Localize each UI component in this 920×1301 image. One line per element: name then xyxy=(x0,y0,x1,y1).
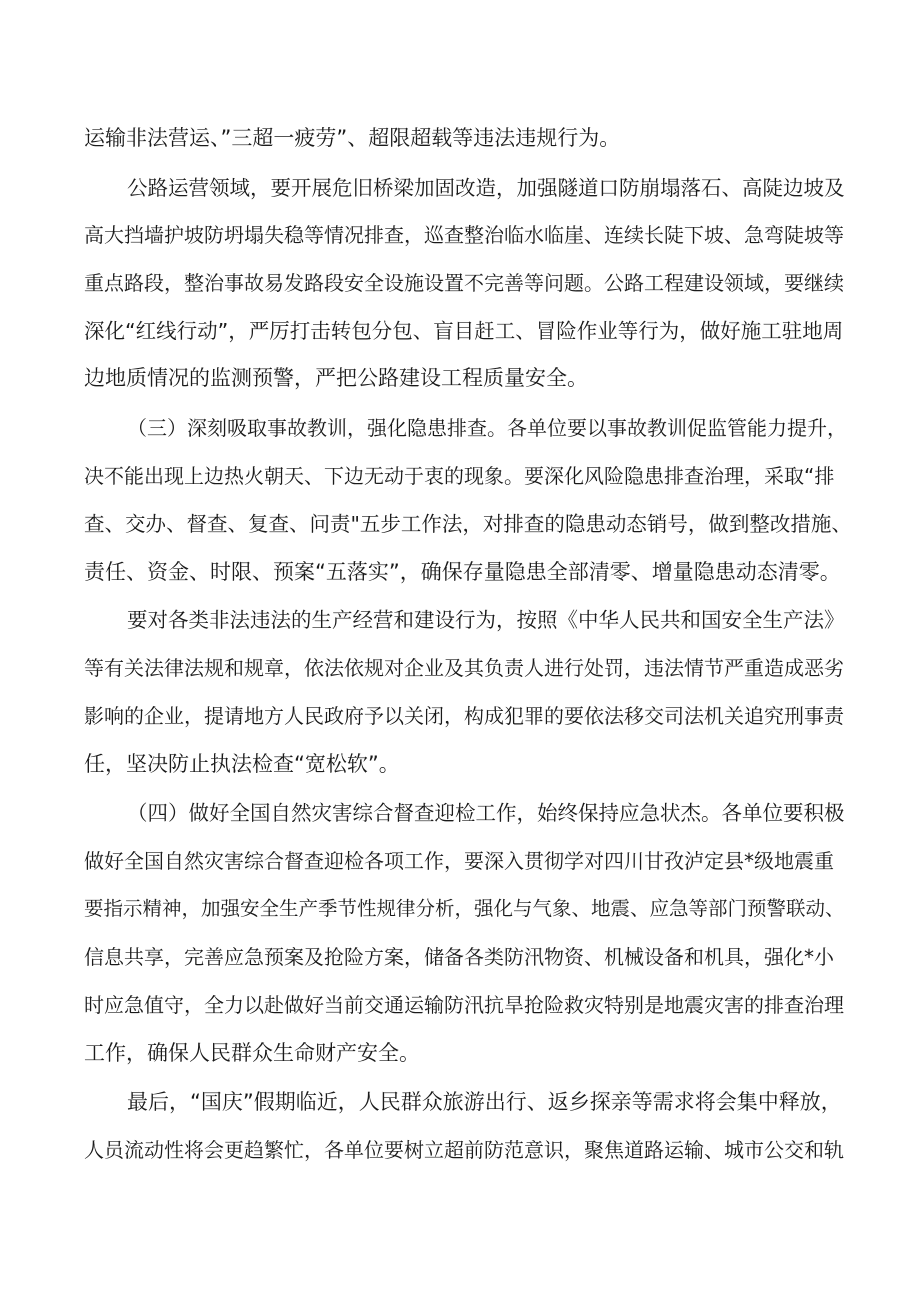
text-line: 工作，确保人民群众生命财产安全。 xyxy=(84,1041,420,1065)
text-line: 信息共享，完善应急预案及抢险方案，储备各类防汛物资、机械设备和机具，强化*小 xyxy=(84,945,834,969)
text-line: 最后，“国庆”假期临近，人民群众旅游出行、返乡探亲等需求将会集中释放， xyxy=(127,1090,842,1114)
text-line: 做好全国自然灾害综合督查迎检各项工作，要深入贯彻学对四川甘孜泸定县*级地震重 xyxy=(84,849,834,873)
text-line: 要对各类非法违法的生产经营和建设行为，按照《中华人民共和国安全生产法》 xyxy=(127,608,845,632)
text-line: 影响的企业，提请地方人民政府予以关闭，构成犯罪的要依法移交司法机关追究刑事责 xyxy=(84,704,844,728)
text-line: 要指示精神，加强安全生产季节性规律分析，强化与气象、地震、应急等部门预警联动、 xyxy=(84,897,845,920)
text-line: 深化“红线行动”，严厉打击转包分包、盲目赶工、冒险作业等行为，做好施工驻地周 xyxy=(84,319,844,343)
text-line: 责任、资金、时限、预案“五落实”，确保存量隐患全部清零、增量隐患动态清零。 xyxy=(84,560,841,584)
text-line: 决不能出现上边热火朝天、下边无动于衷的现象。要深化风险隐患排查治理，采取“排 xyxy=(84,464,835,488)
text-line: 边地质情况的监测预警，严把公路建设工程质量安全。 xyxy=(84,366,588,390)
text-line: 高大挡墙护坡防坍塌失稳等情况排查，巡查整治临水临崖、连续长陡下坡、急弯陡坡等 xyxy=(84,223,844,247)
text-line: 人员流动性将会更趋繁忙，各单位要树立超前防范意识，聚焦道路运输、城市公交和轨 xyxy=(84,1138,844,1162)
text-line: 查、交办、督查、复查、问责"五步工作法，对排查的隐患动态销号，做到整改措施、 xyxy=(84,512,852,536)
text-line: 公路运营领域，要开展危旧桥梁加固改造，加强隧道口防崩塌落石、高陡边坡及 xyxy=(127,176,845,200)
text-line: （三）深刻吸取事故教训，强化隐患排查。各单位要以事故教训促监管能力提升， xyxy=(127,416,847,440)
text-line: 重点路段，整治事故易发路段安全设施设置不完善等问题。公路工程建设领域，要继续 xyxy=(84,271,844,295)
text-line: （四）做好全国自然灾害综合督查迎检工作，始终保持应急状杰。各单位要积极 xyxy=(127,801,845,825)
text-line: 等有关法律法规和规章，依法依规对企业及其负责人进行处罚，违法情节严重造成恶劣 xyxy=(84,656,844,680)
text-line: 时应急值守，全力以赴做好当前交通运输防汛抗旱抢险救灾特别是地震灾害的排查治理 xyxy=(84,993,844,1017)
text-line: 任，坚决防止执法检查“宽松软”。 xyxy=(84,752,400,776)
text-line: 运输非法营运、”三超一疲劳”、超限超载等违法违规行为。 xyxy=(84,126,621,150)
